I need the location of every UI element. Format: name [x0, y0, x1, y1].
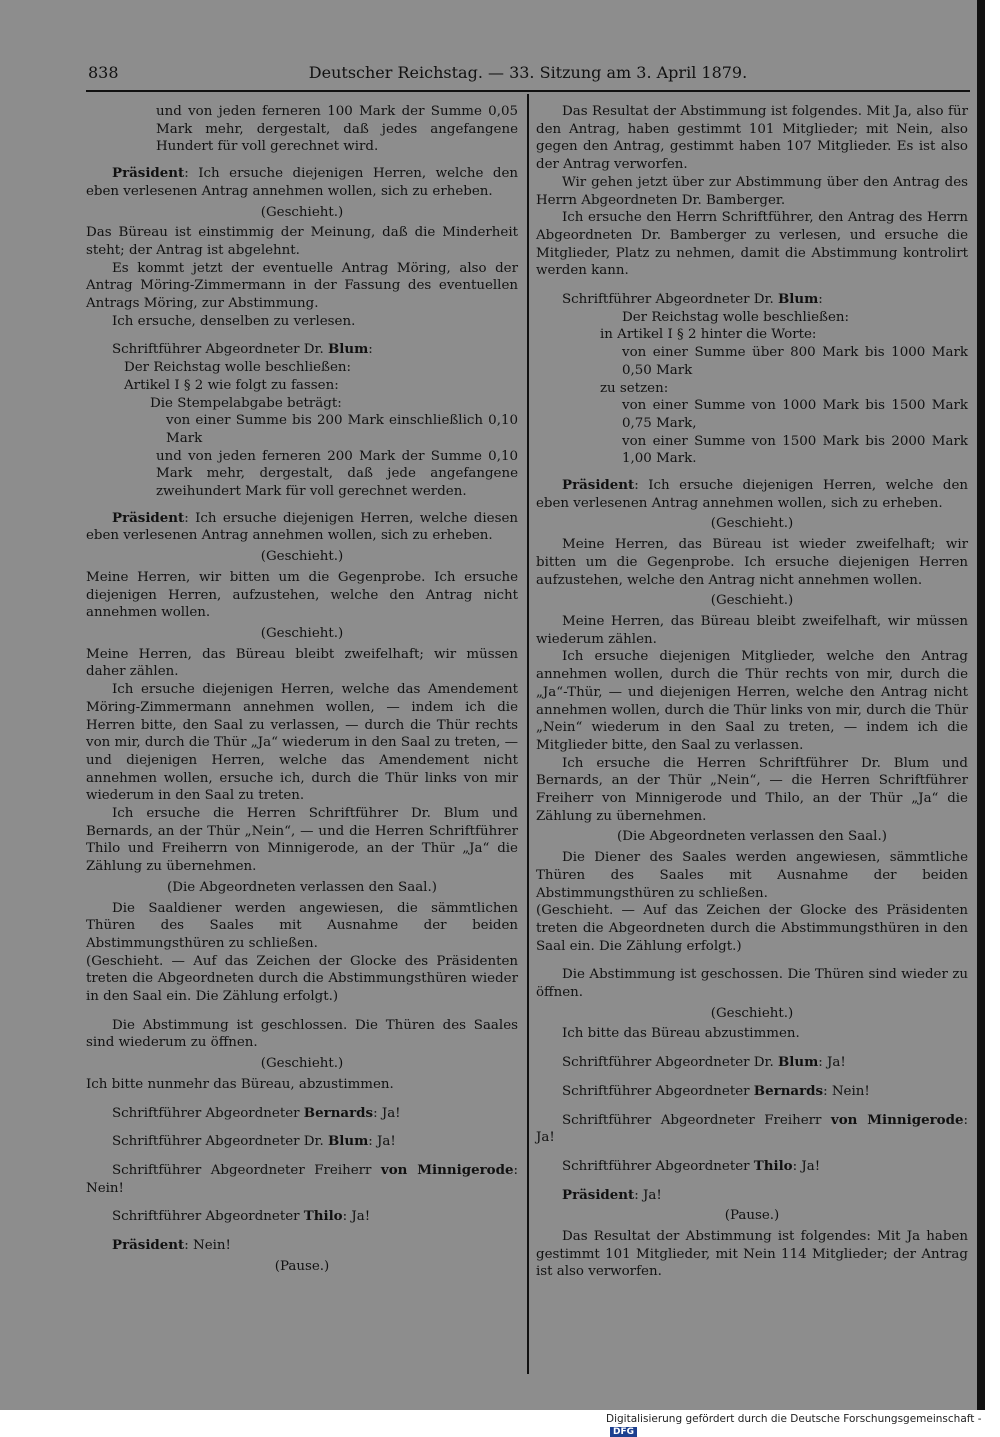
paragraph [536, 103, 968, 174]
speaker-name: Thilo [303, 1208, 343, 1225]
paragraph [536, 326, 968, 344]
paragraph [536, 648, 968, 754]
paragraph-text: Ich ersuche, denselben zu verlesen. [112, 313, 356, 329]
paragraph [86, 1055, 518, 1073]
paragraph-text: (Geschieht. — Auf das Zeichen der Glocke des Präsidenten treten die Abgeordneten durch die Abstimmungsthüren in den Saal ein. Die Zählung erfolgt.) [536, 903, 968, 954]
paragraph [536, 1228, 968, 1281]
paragraph [536, 1207, 968, 1225]
paragraph [536, 397, 968, 432]
paragraph-text: und von jeden ferneren 200 Mark der Summe 0,10 Mark mehr, dergestalt, daß jede angefangene zweihundert Mark für voll gerechnet werden. [156, 448, 518, 500]
paragraph [536, 1158, 968, 1176]
paragraph [86, 625, 518, 643]
paragraph-text: in Artikel I § 2 hinter die Worte: [600, 327, 817, 343]
paragraph-text: (Geschieht.) [260, 625, 344, 641]
paragraph [86, 341, 518, 359]
paragraph-text: Wir gehen jetzt über zur Abstimmung über den Antrag des Herrn Abgeordneten Dr. Bamberger. [536, 174, 968, 208]
paragraph-text: von einer Summe bis 200 Mark einschließlich 0,10 Mark [166, 413, 518, 446]
paragraph-text: (Geschieht. — Auf das Zeichen der Glocke des Präsidenten treten die Abgeordneten durch die Abstimmungsthüren wieder in den Saal ein. Die Zählung erfolgt.) [86, 953, 518, 1005]
paragraph-text: von einer Summe über 800 Mark bis 1000 Mark 0,50 Mark [622, 345, 968, 378]
left-column [86, 103, 518, 1278]
paragraph-text: Ich bitte das Büreau abzustimmen. [562, 1026, 800, 1042]
paragraph [86, 510, 518, 545]
paragraph-text: Meine Herren, das Büreau bleibt zweifelhaft, wir müssen wiederum zählen. [536, 613, 968, 647]
paragraph-text: Die Abstimmung ist geschossen. Die Thüren sind wieder zu öffnen. [536, 967, 968, 1001]
paragraph-text: zu setzen: [600, 380, 669, 396]
speaker-name: Bernards [753, 1082, 824, 1099]
paragraph-text: : Nein! [86, 1162, 518, 1196]
page-header [88, 63, 968, 85]
speaker-prefix: Schriftführer Abgeordneter Freiherr [112, 1162, 381, 1178]
paragraph-text: (Pause.) [274, 1258, 330, 1274]
speaker-name: Blum [327, 341, 369, 358]
paragraph-text: : Nein! [184, 1238, 231, 1254]
paragraph-text: Ich ersuche den Herrn Schriftführer, den Antrag des Herrn Abgeordneten Dr. Bamberger zu verlesen, und ersuche die Mitglieder, Platz zu nehmen, damit die Abstimmung kontrolirt werden kann. [536, 210, 968, 279]
paragraph [536, 209, 968, 280]
speaker-prefix: Schriftführer Abgeordneter Dr. [112, 1134, 328, 1150]
paragraph-text: von einer Summe von 1500 Mark bis 2000 Mark 1,00 Mark. [622, 433, 968, 467]
paragraph [536, 1083, 968, 1101]
paragraph-text: Ich ersuche diejenigen Mitglieder, welche den Antrag annehmen wollen, durch die Thür rechts von mir, durch die „Ja“-Thür, — und diejenigen Herren, welche den Antrag nicht annehmen wollen, durch die Thür links von mir, durch die Thür „Nein“ wiederum in den Saal zu treten, — indem ich die Mitglieder bitte, den Saal zu verlassen. [536, 649, 968, 753]
paragraph-text: Das Büreau ist einstimmig der Meinung, daß die Minderheit steht; der Antrag ist abgelehnt. [86, 225, 518, 258]
speaker-name: Blum [777, 291, 819, 308]
paragraph-text: Das Resultat der Abstimmung ist folgendes: Mit Ja haben gestimmt 101 Mitglieder, mit Nein 114 Mitglieder; der Antrag ist also verworfen. [536, 1229, 968, 1280]
paragraph-text: : Ja! [342, 1209, 371, 1225]
paragraph [86, 1258, 518, 1276]
paragraph-text: Ich ersuche die Herren Schriftführer Dr. Blum und Bernards, an der Thür „Nein“, — und die Herren Schriftführer Thilo und Freiherrn von Minnigerode, an der Thür „Ja“ die Zählung zu übernehmen. [86, 806, 518, 875]
paragraph-text: : Ich ersuche diejenigen Herren, welche den eben verlesenen Antrag annehmen wollen, sich zu erheben. [86, 166, 518, 199]
paragraph [86, 165, 518, 200]
speaker-name: Bernards [303, 1104, 374, 1121]
paragraph [536, 536, 968, 589]
paragraph-text: : Ja! [368, 1134, 396, 1150]
paragraph-text: (Pause.) [724, 1208, 780, 1224]
paragraph [86, 879, 518, 897]
paragraph [536, 966, 968, 1001]
paragraph [86, 103, 518, 156]
paragraph [86, 359, 518, 377]
speaker-prefix: Schriftführer Abgeordneter Dr. [112, 342, 328, 358]
speaker-name: Präsident [112, 509, 185, 526]
paragraph-text: Meine Herren, das Büreau bleibt zweifelhaft; wir müssen daher zählen. [86, 646, 518, 680]
paragraph-text: Die Saaldiener werden angewiesen, die sämmtlichen Thüren des Saales mit Ausnahme der beiden Abstimmungsthüren zu schließen. [86, 900, 518, 951]
paragraph-text: (Geschieht.) [260, 1056, 344, 1072]
speaker-name: Präsident [112, 165, 185, 182]
paragraph-text: : Ja! [818, 1055, 846, 1071]
paragraph [536, 174, 968, 209]
speaker-prefix: Schriftführer Abgeordneter [112, 1105, 304, 1121]
paragraph [86, 412, 518, 447]
paragraph-text: Es kommt jetzt der eventuelle Antrag Möring, also der Antrag Möring-Zimmermann in der Fassung des eventuellen Antrags Möring, zur Abstimmung. [86, 260, 518, 312]
paragraph-text: Meine Herren, das Büreau ist wieder zweifelhaft; wir bitten um die Gegenprobe. Ich ersuche diejenigen Herren aufzustehen, welche den Antrag nicht annehmen wollen. [536, 537, 968, 588]
paragraph [536, 1112, 968, 1147]
speaker-name: von Minnigerode [380, 1161, 514, 1178]
paragraph-text: (Geschieht.) [260, 549, 344, 565]
page-number: 838 [88, 63, 119, 82]
right-column [536, 103, 968, 1281]
paragraph [536, 433, 968, 468]
paragraph-text: (Geschieht.) [260, 204, 344, 220]
speaker-prefix: Schriftführer Abgeordneter [562, 1158, 754, 1174]
paragraph [86, 953, 518, 1006]
paragraph [536, 902, 968, 955]
paragraph [536, 1005, 968, 1023]
paragraph [86, 313, 518, 331]
paragraph-text: Ich ersuche diejenigen Herren, welche das Amendement Möring-Zimmermann annehmen wollen, — indem ich die Herren bitte, den Saal zu verlassen, — durch die Thür rechts von mir, durch die Thür „Ja“ wiederum in den Saal zu treten, — und diejenigen Herren, welche das Amendement nicht annehmen wollen, ersuche ich, durch die Thür links von mir wiederum in den Saal zu treten. [86, 682, 519, 804]
paragraph-text: Ich bitte nunmehr das Büreau, abzustimmen. [86, 1076, 394, 1092]
paragraph [86, 1162, 518, 1197]
paragraph-text: Ich ersuche die Herren Schriftführer Dr. Blum und Bernards, an der Thür „Nein“, — die Herren Schriftführer Freiherr von Minnigerode und Thilo, an der Thür „Ja“ die Zählung zu übernehmen. [536, 755, 968, 824]
speaker-prefix: Schriftführer Abgeordneter Dr. [562, 1055, 778, 1071]
paragraph [86, 395, 518, 413]
paragraph-text: : Ja! [792, 1158, 821, 1174]
speaker-name: Thilo [753, 1157, 793, 1174]
paragraph [86, 1017, 518, 1052]
paragraph-text: : Ja! [634, 1187, 662, 1203]
paragraph-text: : Ja! [373, 1105, 401, 1121]
paragraph-text: : [818, 292, 823, 308]
paragraph-text: : Ja! [536, 1112, 968, 1146]
paragraph-text: (Geschieht.) [710, 593, 794, 609]
paragraph-text: Meine Herren, wir bitten um die Gegenprobe. Ich ersuche diejenigen Herren, aufzustehen, welche den Antrag nicht annehmen wollen. [86, 569, 518, 621]
scan-edge [977, 0, 985, 1410]
speaker-prefix: Schriftführer Abgeordneter [112, 1209, 304, 1225]
paragraph [536, 592, 968, 610]
paragraph [536, 828, 968, 846]
paragraph [536, 849, 968, 902]
paragraph-text: : [368, 342, 373, 358]
speaker-prefix: Schriftführer Abgeordneter [562, 1083, 754, 1099]
paragraph-text: (Die Abgeordneten verlassen den Saal.) [167, 879, 437, 895]
paragraph [86, 1208, 518, 1226]
paragraph [86, 1133, 518, 1151]
paragraph-text: (Die Abgeordneten verlassen den Saal.) [617, 829, 887, 845]
paragraph [86, 260, 518, 313]
paragraph-text: und von jeden ferneren 100 Mark der Summe 0,05 Mark mehr, dergestalt, daß jedes angefangene Hundert für voll gerechnet wird. [156, 104, 518, 155]
paragraph-text: : Ich ersuche diejenigen Herren, welche den eben verlesenen Antrag annehmen wollen, sich zu erheben. [536, 478, 968, 511]
speaker-name: Präsident [112, 1237, 185, 1254]
paragraph [536, 291, 968, 309]
paragraph [86, 224, 518, 259]
header-rule [86, 90, 970, 92]
paragraph [86, 1105, 518, 1123]
paragraph [536, 344, 968, 379]
column-divider [527, 94, 529, 1374]
paragraph [86, 204, 518, 222]
paragraph [536, 613, 968, 648]
paragraph [86, 900, 518, 953]
footer [606, 1413, 1000, 1437]
paragraph-text: Der Reichstag wolle beschließen: [124, 360, 352, 376]
paragraph [86, 646, 518, 681]
paragraph-text: (Geschieht.) [710, 516, 794, 532]
speaker-name: Blum [777, 1054, 819, 1071]
speaker-name: von Minnigerode [830, 1111, 964, 1128]
paragraph [536, 1187, 968, 1205]
paragraph-text: Die Stempelabgabe beträgt: [150, 395, 342, 411]
paragraph [86, 569, 518, 622]
paragraph [86, 548, 518, 566]
paragraph-text: Die Abstimmung ist geschlossen. Die Thüren des Saales sind wiederum zu öffnen. [86, 1017, 518, 1051]
paragraph-text: : Nein! [823, 1083, 870, 1099]
paragraph-text: : Ich ersuche diejenigen Herren, welche diesen eben verlesenen Antrag annehmen wollen, sich zu erheben. [86, 510, 518, 544]
paragraph-text: Der Reichstag wolle beschließen: [622, 309, 850, 325]
speaker-name: Blum [327, 1133, 369, 1150]
paragraph-text: (Geschieht.) [710, 1005, 794, 1021]
paragraph [86, 448, 518, 501]
paragraph-text: Artikel I § 2 wie folgt zu fassen: [124, 377, 339, 393]
paragraph [86, 1076, 518, 1094]
paragraph [536, 1025, 968, 1043]
paragraph [536, 1054, 968, 1072]
speaker-prefix: Schriftführer Abgeordneter Dr. [562, 292, 778, 308]
speaker-name: Präsident [562, 1186, 635, 1203]
paragraph [86, 681, 518, 805]
speaker-prefix: Schriftführer Abgeordneter Freiherr [562, 1112, 831, 1128]
paragraph [86, 805, 518, 876]
page-title: Deutscher Reichstag. — 33. Sitzung am 3. April 1879. [308, 63, 748, 82]
paragraph [536, 309, 968, 327]
paragraph-text: Das Resultat der Abstimmung ist folgendes. Mit Ja, also für den Antrag, haben gestimmt 101 Mitglieder; mit Nein, also gegen den Antrag, gestimmt haben 107 Mitglieder. Es ist also der Antrag verworfen. [536, 104, 968, 173]
paragraph [536, 477, 968, 512]
speaker-name: Präsident [562, 477, 635, 494]
paragraph [536, 380, 968, 398]
paragraph [86, 1237, 518, 1255]
paragraph-text: von einer Summe von 1000 Mark bis 1500 Mark 0,75 Mark, [622, 398, 968, 431]
paragraph [536, 755, 968, 826]
paragraph-text: Die Diener des Saales werden angewiesen, sämmtliche Thüren des Saales mit Ausnahme der beiden Abstimmungsthüren zu schließen. [536, 850, 968, 901]
footer-text: Digitalisierung gefördert durch die Deutsche Forschungsgemeinschaft - [606, 1413, 982, 1425]
paragraph [536, 515, 968, 533]
paragraph [86, 377, 518, 395]
dfg-logo: DFG [610, 1427, 637, 1437]
